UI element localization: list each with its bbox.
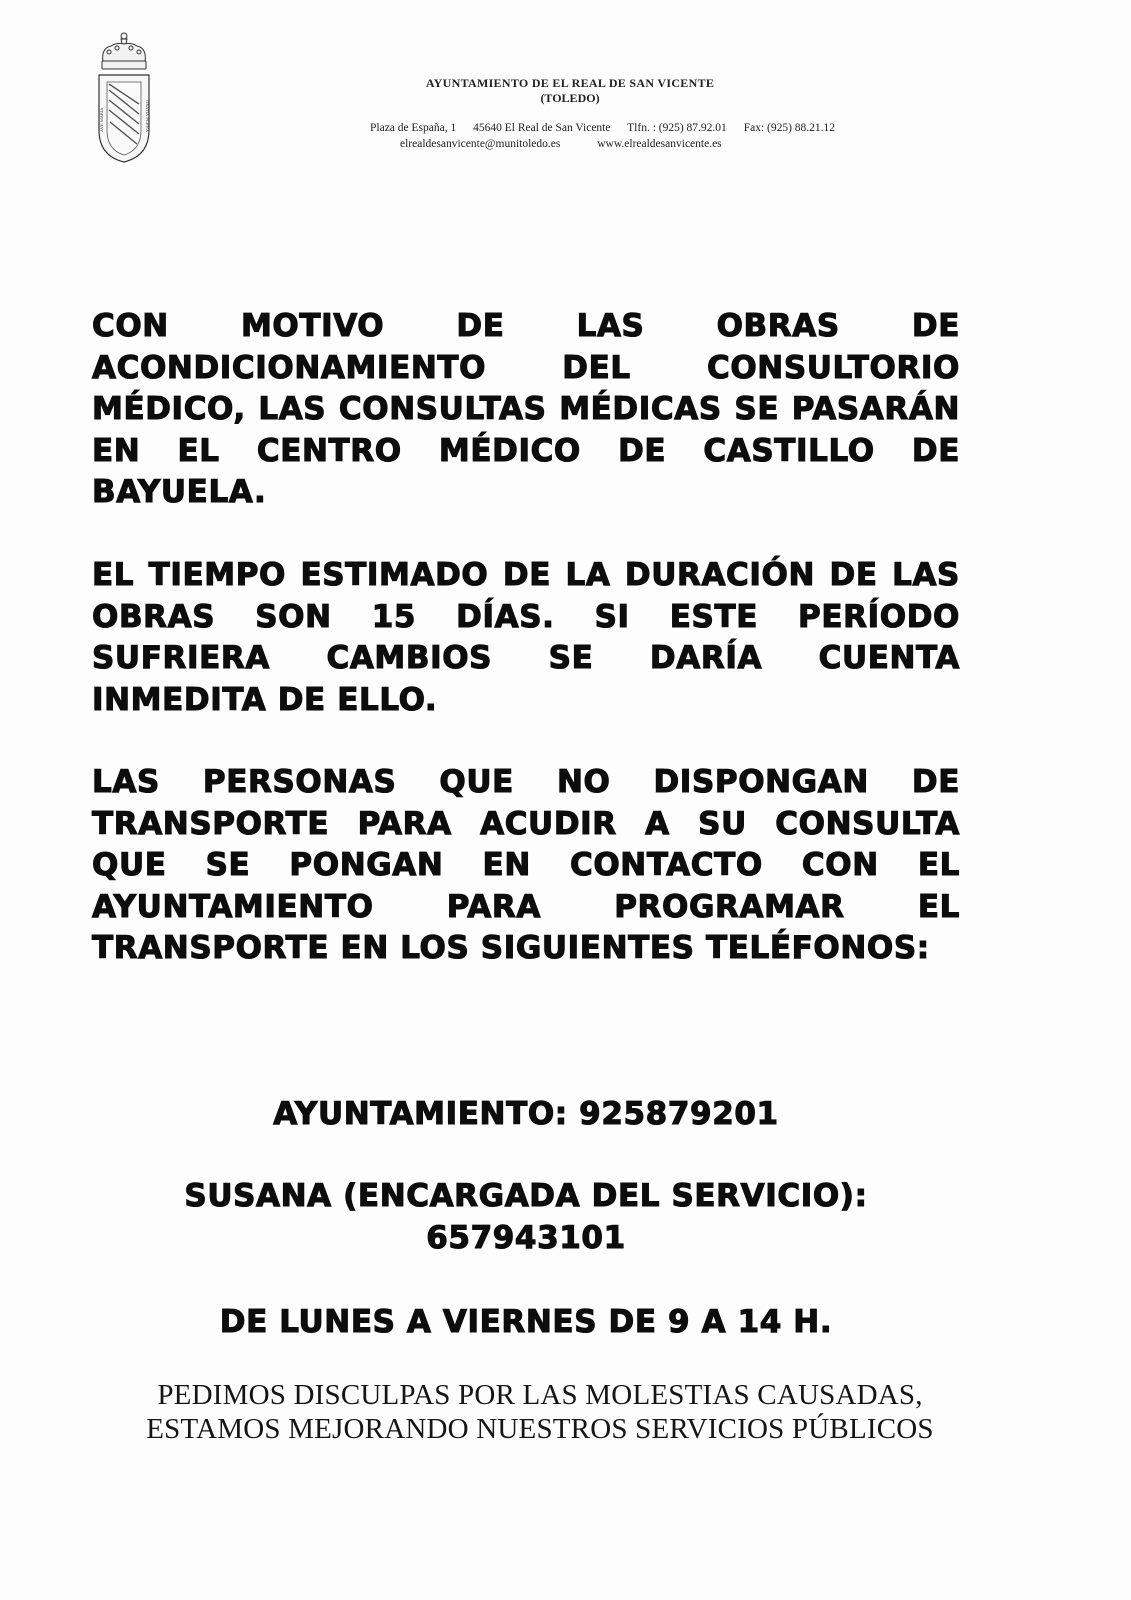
- phone-number: Tlfn. : (925) 87.92.01: [627, 122, 727, 134]
- address: Plaza de España, 1: [370, 122, 457, 134]
- organization-province: (TOLEDO): [540, 91, 600, 105]
- svg-text:GRATIA PLENA: GRATIA PLENA: [145, 100, 150, 132]
- notice-paragraph-duration: [92, 555, 960, 721]
- municipal-crest-logo: [95, 30, 153, 165]
- apology-message: [60, 1378, 1020, 1446]
- paragraph-text: CON MOTIVO DE LAS OBRAS DE ACONDICIONAMIENTO DEL CONSULTORIO MÉDICO, LAS CONSULTAS MÉDICAS SE PASARÁN EN EL CENTRO MÉDICO DE CASTILLO DE BAYUELA.: [92, 308, 960, 510]
- contact-susana-number: 657943101: [426, 1220, 626, 1256]
- service-hours: DE LUNES A VIERNES DE 9 A 14 H.: [219, 1304, 833, 1340]
- paragraph-text: LAS PERSONAS QUE NO DISPONGAN DE TRANSPORTE PARA ACUDIR A SU CONSULTA QUE SE PONGAN EN CONTACTO CON EL AYUNTAMIENTO PARA PROGRAMAR EL TRANSPORTE EN LOS SIGUIENTES TELÉFONOS:: [92, 764, 960, 966]
- contact-susana-label: SUSANA (ENCARGADA DEL SERVICIO):: [184, 1178, 868, 1214]
- fax-number: Fax: (925) 88.21.12: [743, 122, 836, 134]
- apology-line-2: ESTAMOS MEJORANDO NUESTROS SERVICIOS PÚBLICOS: [146, 1413, 934, 1445]
- contact-ayuntamiento: AYUNTAMIENTO: 925879201: [273, 1096, 779, 1132]
- contact-address-line: [370, 122, 849, 134]
- paragraph-text: EL TIEMPO ESTIMADO DE LA DURACIÓN DE LAS OBRAS SON 15 DÍAS. SI ESTE PERÍODO SUFRIERA CAMBIOS SE DARÍA CUENTA INMEDITA DE ELLO.: [92, 557, 960, 718]
- contact-online-line: [400, 138, 756, 150]
- organization-name: AYUNTAMIENTO DE EL REAL DE SAN VICENTE: [425, 76, 715, 90]
- notice-paragraph-transport: [92, 762, 960, 970]
- postal-address: 45640 El Real de San Vicente: [473, 122, 611, 134]
- email-address: elrealdesanvicente@munitoledo.es: [400, 138, 561, 150]
- apology-line-1: PEDIMOS DISCULPAS POR LAS MOLESTIAS CAUSADAS,: [157, 1379, 923, 1411]
- notice-paragraph-relocation: [92, 306, 960, 514]
- svg-text:AVE MARIA: AVE MARIA: [99, 107, 104, 132]
- website-url: www.elrealdesanvicente.es: [597, 138, 722, 150]
